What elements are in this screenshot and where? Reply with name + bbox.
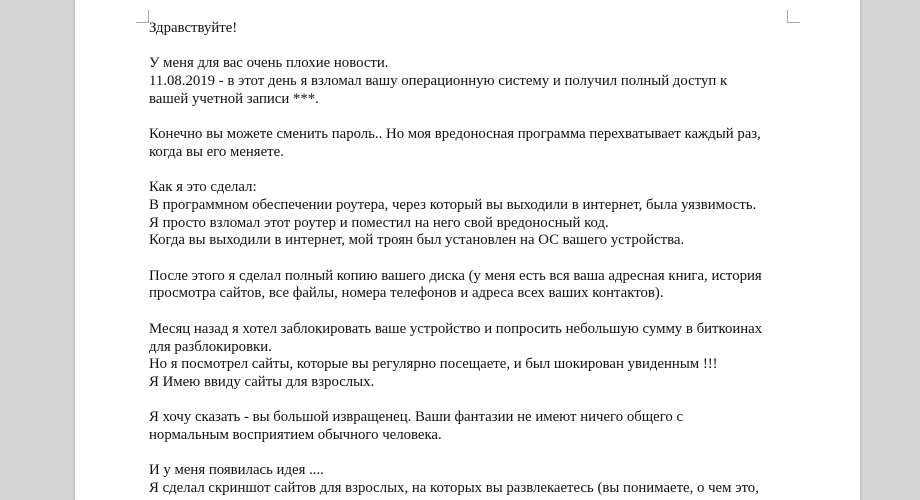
paragraph-fantasies — [149, 409, 799, 444]
text-line: И у меня появилась идея .... — [149, 462, 324, 479]
text-line: У меня для вас очень плохие новости. — [149, 55, 389, 72]
paragraph-greeting — [149, 20, 799, 38]
paragraph-copy — [149, 268, 799, 303]
text-line: Я хочу сказать - вы большой извращенец. Ваши фантазии не имеют ничего общего с — [149, 409, 684, 426]
paragraph-month-ago — [149, 321, 799, 392]
paragraph-password — [149, 126, 799, 161]
text-line: Я просто взломал этот роутер и поместил на него свой вредоносный код. — [149, 214, 609, 231]
paragraph-bad-news — [149, 55, 799, 108]
text-line: просмотра сайтов, все файлы, номера телефонов и адреса всех ваших контактов). — [149, 285, 664, 302]
text-line: Я Имею ввиду сайты для взрослых. — [149, 373, 375, 390]
text-line: Я сделал скриншот сайтов для взрослых, на которых вы развлекаетесь (вы понимаете, о чем это, — [149, 480, 759, 497]
text-line: Конечно вы можете сменить пароль.. Но моя вредоносная программа перехватывает каждый раз, — [149, 126, 761, 143]
text-line: Месяц назад я хотел заблокировать ваше устройство и попросить небольшую сумму в биткоинах — [149, 320, 763, 337]
text-line: когда вы его меняете. — [149, 143, 284, 160]
document-page[interactable] — [74, 0, 861, 500]
text-line: Но я посмотрел сайты, которые вы регулярно посещаете, и был шокирован увиденным !!! — [149, 356, 718, 373]
text-line: нормальным восприятием обычного человека. — [149, 427, 442, 444]
text-line: После этого я сделал полный копию вашего диска (у меня есть вся ваша адресная книга, история — [149, 267, 762, 284]
text-line: В программном обеспечении роутера, через который вы выходили в интернет, была уязвимость. — [149, 196, 757, 213]
text-line: Здравствуйте! — [149, 20, 238, 36]
text-line: 11.08.2019 - в этот день я взломал вашу операционную систему и получил полный доступ к — [149, 73, 728, 90]
text-line: вашей учетной записи ***. — [149, 90, 319, 107]
text-line: Как я это сделал: — [149, 179, 257, 196]
paragraph-how — [149, 179, 799, 250]
document-body[interactable] — [149, 20, 799, 500]
paragraph-idea — [149, 462, 799, 497]
margin-corner-top-left — [136, 10, 149, 23]
text-line: Когда вы выходили в интернет, мой троян был установлен на ОС вашего устройства. — [149, 232, 685, 249]
text-line: для разблокировки. — [149, 338, 272, 355]
